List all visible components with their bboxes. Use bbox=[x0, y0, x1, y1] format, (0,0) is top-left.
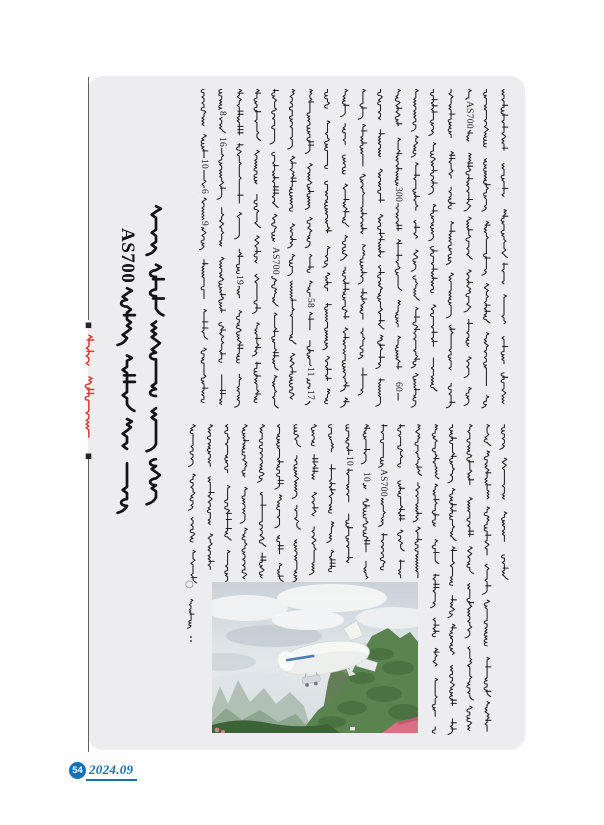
latin-token-AS700: AS700 bbox=[378, 469, 389, 497]
caption-marker: ○ bbox=[185, 579, 194, 590]
latin-token-6: 6 bbox=[199, 189, 209, 195]
latin-token-300: 300 bbox=[393, 187, 404, 203]
issue-date: 2024.09 bbox=[89, 762, 134, 777]
latin-token-11: 11 bbox=[304, 367, 315, 377]
page-number-badge bbox=[69, 762, 86, 779]
photo-white-vehicle bbox=[350, 727, 355, 730]
latin-token-AS700: AS700 bbox=[269, 247, 280, 275]
latin-token-9: 9 bbox=[199, 221, 209, 227]
page-number: 54 bbox=[72, 765, 83, 776]
latin-token-17: 17 bbox=[304, 390, 315, 401]
latin-token-19: 19 bbox=[234, 275, 245, 286]
latin-token-8: 8 bbox=[216, 111, 227, 117]
latin-token-60: 60 bbox=[393, 382, 404, 393]
latin-token-10: 10 bbox=[343, 456, 354, 467]
issue-underline bbox=[86, 779, 137, 781]
title-latin-prefix: AS700 bbox=[117, 228, 138, 284]
airship-photo bbox=[212, 582, 418, 733]
latin-token-10: 10 bbox=[361, 472, 371, 483]
latin-token-58: 58 bbox=[304, 298, 315, 309]
latin-token-16: 16 bbox=[216, 137, 227, 148]
latin-token-10: 10 bbox=[199, 159, 209, 170]
latin-token-AS700: AS700 bbox=[463, 101, 474, 129]
